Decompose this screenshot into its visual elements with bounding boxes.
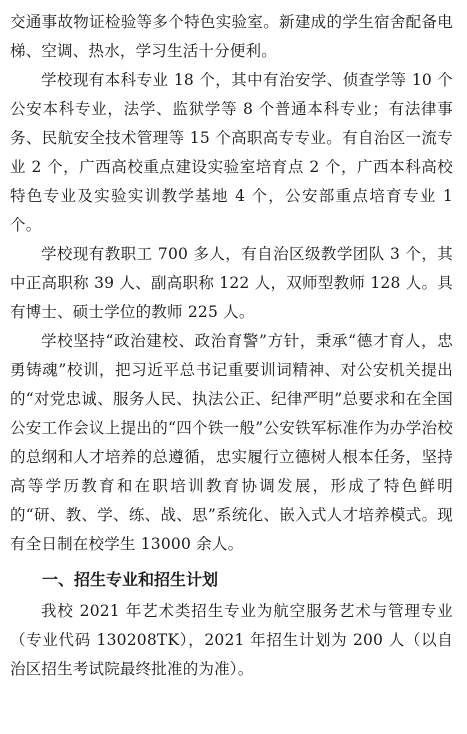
paragraph-school-philosophy: 学校坚持“政治建校、政治育警”方针，秉承“德才育人，忠勇铸魂”校训，把习近平总书记重要训词精神、对公安机关提出的“对党忠诚、服务人民、执法公正、纪律严明”总要求和在全国公安工作会议上提出的“四个铁一般”公安铁军标准作为办学治校的总纲和人才培养的总遵循，忠实履行立德树人根本任务，坚持高等学历教育和在职培训教育协调发展，形成了特色鲜明的“研、教、学、练、战、思”系统化、嵌入式人才培养模式。现有全日制在校学生 13000 余人。 [10,332,453,553]
paragraph-enrollment-plan: 我校 2021 年艺术类招生专业为航空服务艺术与管理专业（专业代码 130208TK），2021 年招生计划为 200 人（以自治区招生考试院最终批准的为准）。 [10,602,453,678]
paragraph-faculty: 学校现有教职工 700 多人，有自治区级教学团队 3 个，其中正高职称 39 人、副高职称 122 人，双师型教师 128 人。具有博士、硕士学位的教师 225 人。 [10,245,453,321]
paragraph-majors: 学校现有本科专业 18 个，其中有治安学、侦查学等 10 个公安本科专业，法学、监狱学等 8 个普通本科专业；有法律事务、民航安全技术管理等 15 个高职高专专业。有自治区一流专业 2 个，广西高校重点建设实验室培育点 2 个，广西本科高校特色专业及实验实训教学基地 4 个，公安部重点培育专业 1 个。 [10,71,453,234]
section-heading-enrollment: 一、招生专业和招生计划 [42,570,219,589]
paragraph-facilities-continued: 交通事故物证检验等多个特色实验室。新建成的学生宿舍配备电梯、空调、热水，学习生活十分便利。 [10,13,453,60]
